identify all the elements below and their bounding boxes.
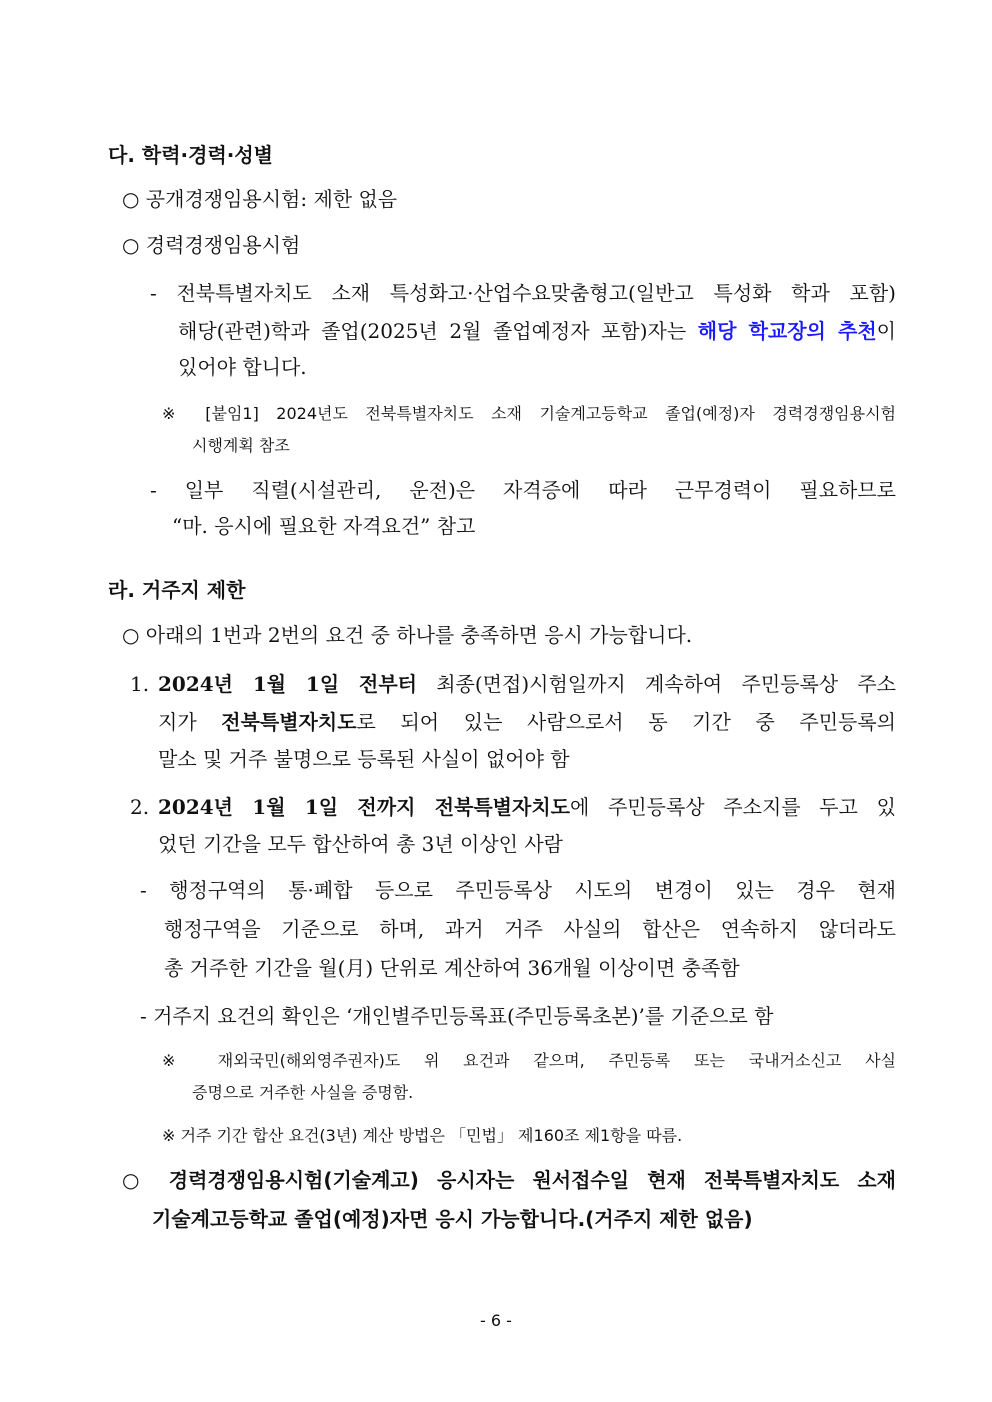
dash-item-line-2 [178,318,896,344]
bullet-open-competition: ○ 공개경쟁임용시험: 제한 없음 [122,187,398,211]
item-1-line-1 [158,671,896,697]
item-1-text: 로 되어 있는 사람으로서 동 기간 중 주민등록의 [356,710,896,734]
principal-recommendation-highlight: 해당 학교장의 추천 [697,319,877,343]
residency-intro: ○ 아래의 1번과 2번의 요건 중 하나를 충족하면 응시 가능합니다. [122,623,693,647]
item-2-number: 2. [130,795,150,819]
item-1-line-2 [158,709,896,735]
item-2-line-2: 었던 기간을 모두 합산하여 총 3년 이상인 사람 [158,832,563,856]
section-heading-da: 다. 학력·경력·성별 [108,143,273,167]
item-1-text: 지가 [158,710,222,734]
item-1-region-bold: 전북특별자치도 [221,710,357,734]
dash-item-3-line-1: - 행정구역의 통·폐합 등으로 주민등록상 시도의 변경이 있는 경우 현재 [140,878,896,902]
dash-item-text: 해당(관련)학과 졸업(2025년 2월 졸업예정자 포함)자는 [178,319,698,343]
item-2-line-1 [158,794,896,820]
note-attachment-1-line-2: 시행계획 참조 [192,436,290,455]
note-overseas-line-2: 증명으로 거주한 사실을 증명함. [192,1083,414,1102]
note-attachment-1-line-1: ※ [붙임1] 2024년도 전북특별자치도 소재 기술계고등학교 졸업(예정)자 경력경쟁임용시험 [162,404,896,423]
item-2-text: 에 주민등록상 주소지를 두고 있 [569,795,896,819]
item-1-number: 1. [130,672,150,696]
dash-item-2-line-2: “마. 응시에 필요한 자격요건” 참고 [172,514,476,538]
final-statement-line-1: ○ 경력경쟁임용시험(기술계고) 응시자는 원서접수일 현재 전북특별자치도 소재 [122,1168,896,1192]
dash-item-4: - 거주지 요건의 확인은 ‘개인별주민등록표(주민등록초본)’를 기준으로 함 [140,1004,774,1028]
item-1-date-bold: 2024년 1월 1일 전부터 [158,672,417,696]
note-overseas-line-1: ※ 재외국민(해외영주권자)도 위 요건과 같으며, 주민등록 또는 국내거소신고 사실 [162,1051,896,1070]
item-1-line-3: 말소 및 거주 불명으로 등록된 사실이 없어야 함 [158,747,570,771]
item-1-text: 최종(면접)시험일까지 계속하여 주민등록상 주소 [416,672,896,696]
section-heading-ra: 라. 거주지 제한 [108,578,246,602]
item-2-bold: 2024년 1월 1일 전까지 전북특별자치도 [158,795,570,819]
page-number: - 6 - [480,1311,512,1330]
bullet-career-competition: ○ 경력경쟁임용시험 [122,233,301,257]
dash-item-text: 이 [876,319,896,343]
dash-item-line-3: 있어야 합니다. [178,355,307,379]
dash-item-3-line-2: 행정구역을 기준으로 하며, 과거 거주 사실의 합산은 연속하지 않더라도 [164,917,896,941]
dash-item-3-line-3: 총 거주한 기간을 월(月) 단위로 계산하여 36개월 이상이면 충족함 [164,956,740,980]
dash-item-line-1: - 전북특별자치도 소재 특성화고·산업수요맞춤형고(일반고 특성화 학과 포함) [150,281,896,305]
note-civil-law: ※ 거주 기간 합산 요건(3년) 계산 방법은 「민법」 제160조 제1항을 따름. [162,1126,683,1145]
dash-item-2-line-1: - 일부 직렬(시설관리, 운전)은 자격증에 따라 근무경력이 필요하므로 [150,478,896,502]
final-statement-line-2: 기술계고등학교 졸업(예정)자면 응시 가능합니다.(거주지 제한 없음) [152,1207,753,1231]
